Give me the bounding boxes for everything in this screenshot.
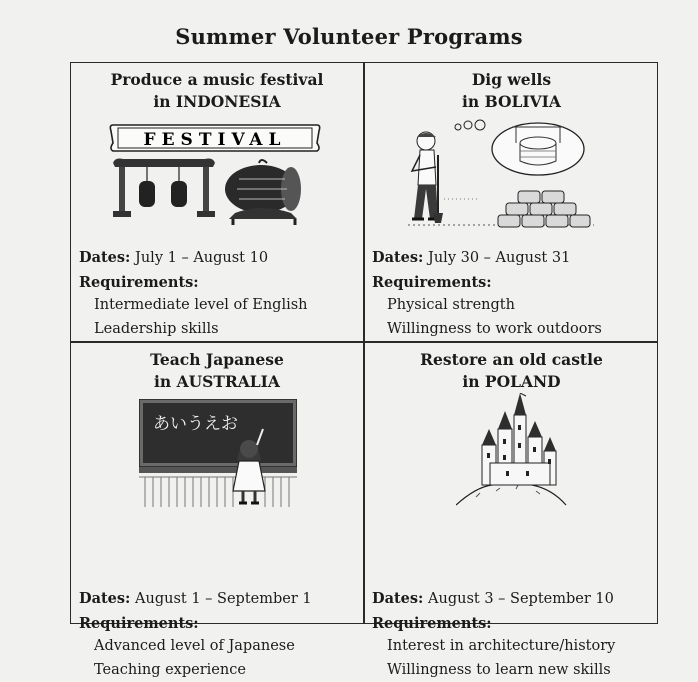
- programs-grid: [70, 62, 658, 624]
- program-location: in AUSTRALIA: [71, 371, 363, 393]
- dates-value: July 1 – August 10: [135, 250, 268, 266]
- requirement-item: Advanced level of Japanese: [79, 635, 312, 659]
- well-digging-illustration: [408, 115, 594, 231]
- requirements-label: Requirements:: [372, 612, 615, 636]
- program-info: [79, 587, 312, 682]
- dates-label: Dates:: [372, 249, 423, 266]
- dates-value: August 3 – September 10: [428, 591, 614, 607]
- program-location: in INDONESIA: [71, 91, 363, 113]
- requirement-item: Willingness to learn new skills: [372, 659, 615, 682]
- program-location: in POLAND: [364, 371, 659, 393]
- program-activity: Teach Japanese: [71, 349, 363, 371]
- requirement-item: Teaching experience: [79, 659, 312, 682]
- festival-illustration: [109, 119, 321, 229]
- dates-value: August 1 – September 1: [135, 591, 312, 607]
- page-title: Summer Volunteer Programs: [0, 24, 698, 49]
- program-activity: Dig wells: [364, 69, 659, 91]
- program-info: [79, 246, 308, 341]
- dates-label: Dates:: [79, 590, 130, 607]
- program-info: [372, 587, 615, 682]
- castle-illustration: [456, 393, 568, 509]
- requirement-item: Physical strength: [372, 294, 602, 318]
- requirement-item: Intermediate level of English: [79, 294, 308, 318]
- blackboard-text: あいうえお: [153, 414, 238, 434]
- program-heading: [364, 69, 659, 113]
- requirements-label: Requirements:: [79, 271, 308, 295]
- program-activity: Restore an old castle: [364, 349, 659, 371]
- requirements-label: Requirements:: [79, 612, 312, 636]
- program-info: [372, 246, 602, 341]
- requirements-label: Requirements:: [372, 271, 602, 295]
- program-heading: [71, 349, 363, 393]
- dates-value: July 30 – August 31: [428, 250, 570, 266]
- dates-label: Dates:: [372, 590, 423, 607]
- dates-label: Dates:: [79, 249, 130, 266]
- program-card-poland: [364, 343, 659, 625]
- program-card-australia: [71, 343, 363, 625]
- requirement-item: Willingness to work outdoors: [372, 318, 602, 342]
- program-activity: Produce a music festival: [71, 69, 363, 91]
- requirement-item: Leadership skills: [79, 318, 308, 342]
- program-heading: [71, 69, 363, 113]
- classroom-illustration: [139, 399, 297, 507]
- festival-sign-text: FESTIVAL: [144, 130, 287, 150]
- program-heading: [364, 349, 659, 393]
- requirement-item: Interest in architecture/history: [372, 635, 615, 659]
- program-card-bolivia: [364, 63, 659, 341]
- program-card-indonesia: [71, 63, 363, 341]
- program-location: in BOLIVIA: [364, 91, 659, 113]
